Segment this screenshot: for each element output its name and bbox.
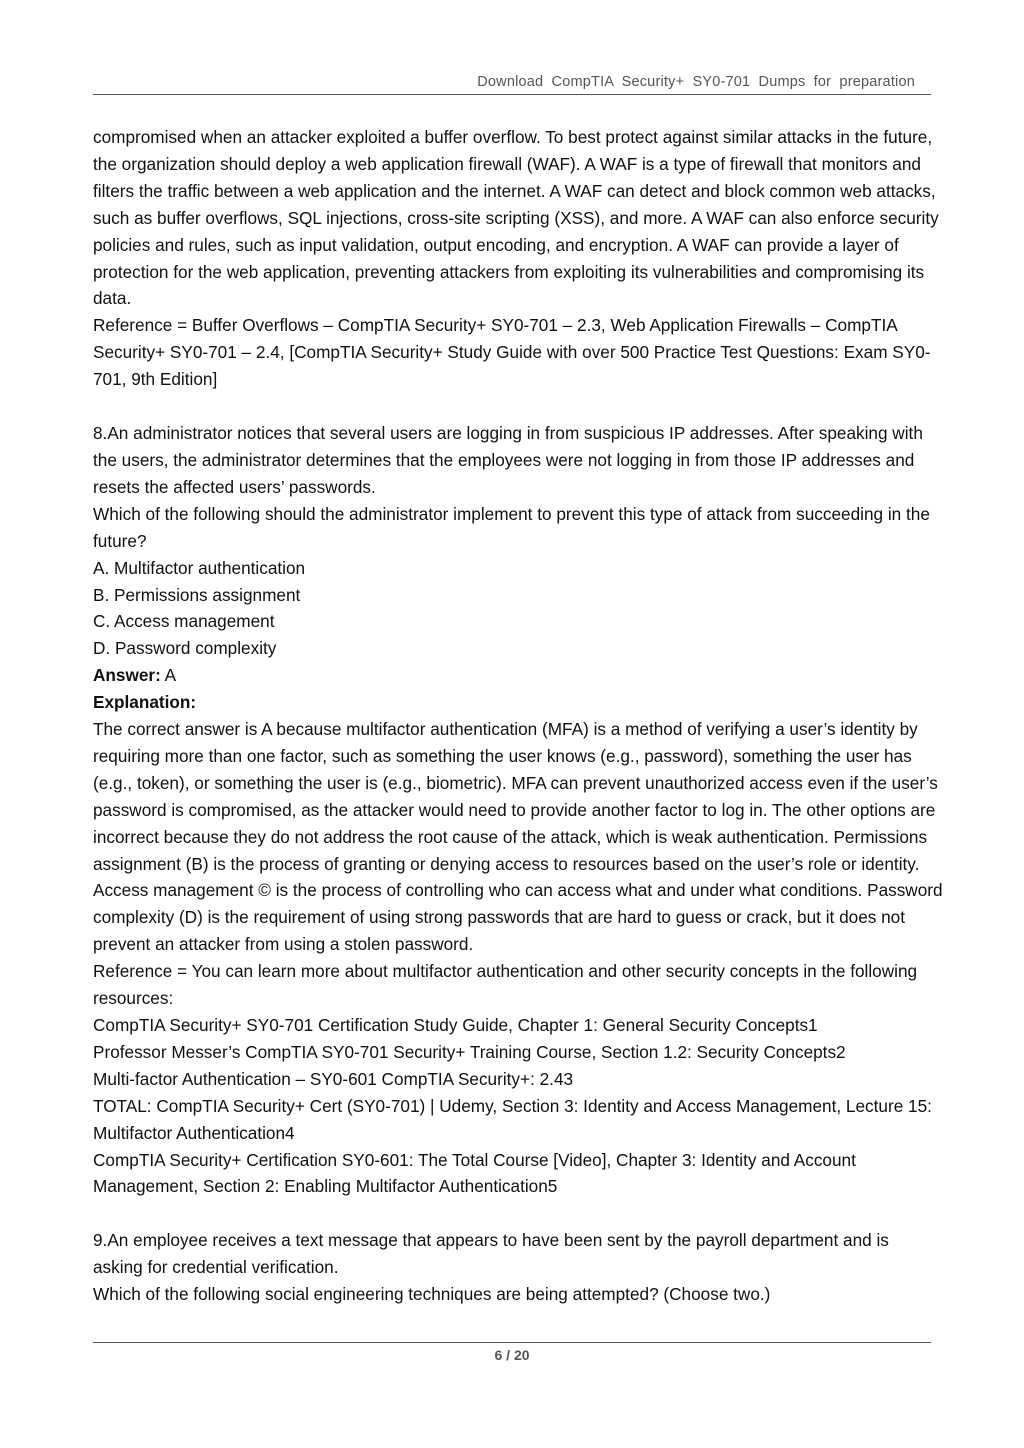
page-number: 6 / 20 — [494, 1347, 530, 1363]
q8-resource: Professor Messer’s CompTIA SY0-701 Security+ Training Course, Section 1.2: Security Concepts2 — [93, 1041, 846, 1062]
q8-question: 8.An administrator notices that several users are logging in from suspicious IP addresses. After speaking with the users, the administrator determines that the employees were not logging in from those IP addresses and resets the affected users’ passwords. — [93, 423, 923, 497]
q8-reference-intro: Reference = You can learn more about multifactor authentication and other security concepts in the following resources: — [93, 961, 918, 1009]
q8-resource: CompTIA Security+ Certification SY0-601: The Total Course [Video], Chapter 3: Identity and Account Management, Section 2: Enabling Multifactor Authentication5 — [93, 1149, 856, 1197]
q8-resource: TOTAL: CompTIA Security+ Cert (SY0-701) | Udemy, Section 3: Identity and Access Management, Lecture 15: Multifactor Authentication4 — [93, 1095, 932, 1143]
q8-option-b: B. Permissions assignment — [93, 584, 301, 605]
q8-explanation: The correct answer is A because multifactor authentication (MFA) is a method of verifying a user’s identity by requiring more than one factor, such as something the user knows (e.g., password), something the user has (e.g., token), or something the user is (e.g., biometric). MFA can prevent unauthorized access even if the user’s password is compromised, as the attacker would need to provide another factor to log in. The other options are incorrect because they do not address the root cause of the attack, which is weak authentication. Permissions assignment (B) is the process of granting or denying access to resources based on the user’s role or identity. Access management © is the process of controlling who can access what and under what conditions. Password complexity (D) is the requirement of using strong passwords that are hard to guess or crack, but it does not prevent an attacker from using a stolen password. — [93, 719, 943, 955]
q8-resource: Multi-factor Authentication – SY0-601 CompTIA Security+: 2.43 — [93, 1068, 574, 1089]
q8-option-a: A. Multifactor authentication — [93, 557, 306, 578]
page-footer — [93, 1342, 931, 1363]
document-body — [93, 124, 943, 1308]
spacer — [93, 393, 943, 420]
spacer — [93, 1200, 943, 1227]
q8-option-c: C. Access management — [93, 611, 275, 632]
q8-prompt: Which of the following should the administrator implement to prevent this type of attack from succeeding in the future? — [93, 503, 930, 551]
q9-question: 9.An employee receives a text message that appears to have been sent by the payroll department and is asking for credential verification. — [93, 1230, 889, 1278]
q8-resource: CompTIA Security+ SY0-701 Certification Study Guide, Chapter 1: General Security Concepts1 — [93, 1015, 818, 1035]
q9-prompt: Which of the following social engineering techniques are being attempted? (Choose two.) — [93, 1284, 771, 1305]
answer-label: Answer: — [93, 665, 161, 686]
q8-explanation-label: Explanation: — [93, 692, 197, 713]
q7-reference: Reference = Buffer Overflows – CompTIA Security+ SY0-701 – 2.3, Web Application Firewalls – CompTIA Security+ SY0-701 – 2.4, [CompTIA Security+ Study Guide with over 500 Practice Test Questions: Exam SY0-701, 9th Edition] — [93, 315, 931, 390]
q7-explanation-continued: compromised when an attacker exploited a buffer overflow. To best protect against similar attacks in the future, the organization should deploy a web application firewall (WAF). A WAF is a type of firewall that monitors and filters the traffic between a web application and the internet. A WAF can detect and block common web attacks, such as buffer overflows, SQL injections, cross-site scripting (XSS), and more. A WAF can also enforce security policies and rules, such as input validation, output encoding, and encryption. A WAF can provide a layer of protection for the web application, preventing attackers from exploiting its vulnerabilities and compromising its data. — [93, 127, 939, 309]
answer-value: A — [160, 665, 177, 686]
page-header — [93, 70, 931, 95]
q8-answer — [93, 662, 943, 689]
q8-option-d: D. Password complexity — [93, 638, 277, 659]
header-title: Download CompTIA Security+ SY0-701 Dumps for preparation — [477, 74, 915, 90]
